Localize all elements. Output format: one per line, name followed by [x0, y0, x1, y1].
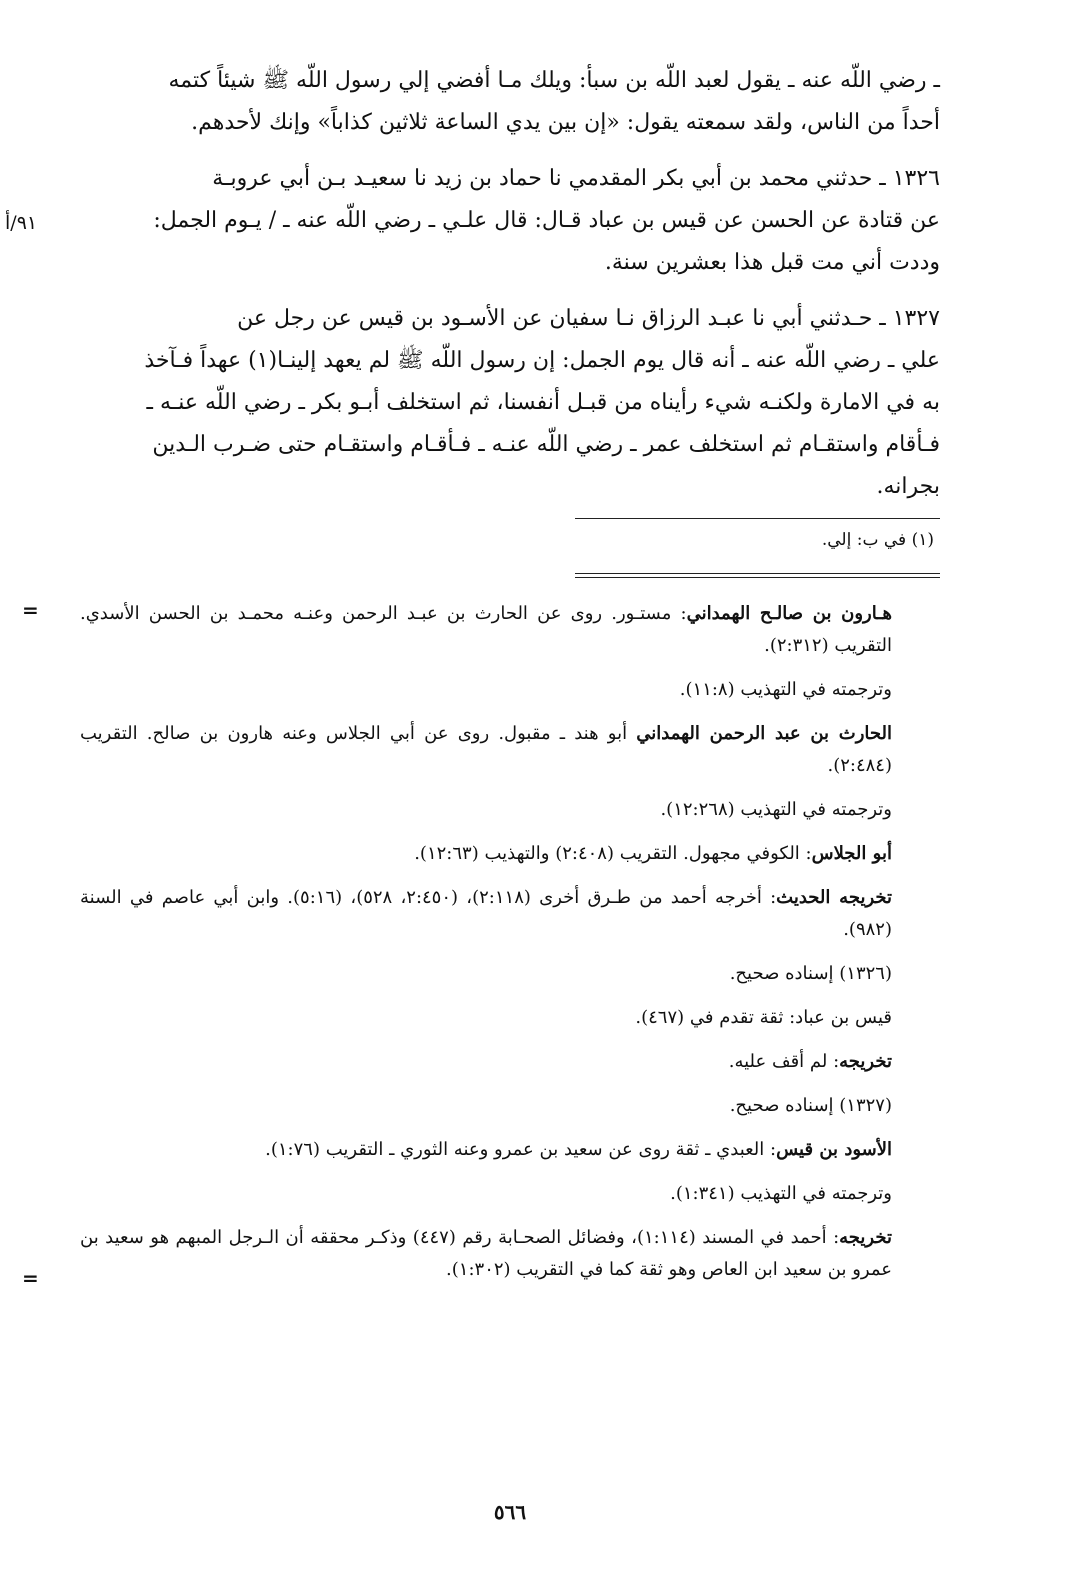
note-heading: تخريجه: [839, 1051, 892, 1072]
note: وترجمته في التهذيب (١٢:٢٦٨).: [660, 799, 892, 820]
page: [5, 60, 940, 1540]
line: به في الامارة ولكنـه شيء رأيناه من قبـل أنفسنا، ثم استخلف أبـو بكر ـ رضي اللّه عنـه ـ: [146, 390, 940, 415]
line: أحداً من الناس، ولقد سمعته يقول: «إن بين يدي الساعة ثلاثين كذاباً» وإنك لأحدهم.: [191, 110, 940, 135]
note-heading: تخريجه: [839, 1227, 892, 1248]
note-text: : الكوفي مجهول. التقريب (٢:٤٠٨) والتهذيب (١٢:٦٣).: [414, 843, 812, 864]
folio-marker: ٩١/أ: [5, 212, 38, 234]
note-text: أبو هند ـ مقبول. روى عن أبي الجلاس وعنه هارون بن صالح. التقريب (٢:٤٨٤).: [80, 723, 892, 776]
note: قيس بن عباد: ثقة تقدم في (٤٦٧).: [635, 1007, 892, 1028]
line: عن قتادة عن الحسن عن قيس بن عباد قـال: قال علـي ـ رضي اللّه عنه ـ / يـوم الجمل:: [153, 208, 940, 233]
note-harith: [80, 718, 940, 782]
line: بجرانه.: [876, 474, 940, 499]
page-number: ٥٦٦: [493, 1500, 527, 1524]
note-heading: تخريجه الحديث: [776, 887, 893, 908]
note-heading: هـارون بن صالـح الهمداني: [686, 603, 892, 624]
note-text: : أخرجه أحمد من طـرق أخرى (٢:١١٨)، (٢:٤٥٠، ٥٢٨)، (٥:١٦). وابن أبي عاصم في السنة (٩٨٢).: [80, 887, 892, 940]
note-heading: الحارث بن عبد الرحمن الهمداني: [636, 723, 892, 744]
paragraph-1: [80, 60, 940, 144]
note-aswad: [80, 1134, 940, 1166]
footnote-divider: [575, 518, 940, 519]
note-text: : مستـور. روى عن الحارث بن عبـد الرحمن وعنـه محمـد بن الحسن الأسدي. التقريب (٢:٣١٢).: [80, 603, 892, 656]
note: وترجمته في التهذيب (١١:٨).: [679, 679, 892, 700]
note-text: : لم أقف عليه.: [728, 1051, 840, 1072]
note-takhrij: [22, 1222, 940, 1290]
paragraph-1326: [5, 158, 940, 284]
main-text: [5, 60, 940, 508]
note-abu-jallas: [80, 838, 940, 870]
paragraph-1327: [80, 298, 940, 508]
note-heading: أبو الجلاس: [811, 843, 892, 864]
line: وددت أني مت قبل هذا بعشرين سنة.: [604, 250, 940, 275]
commentary: [22, 598, 940, 1290]
note: (١٣٢٦) إسناده صحيح.: [729, 963, 892, 984]
commentary-divider: [575, 573, 940, 578]
note-takhrij: [80, 1046, 940, 1078]
line: ١٣٢٦ ـ حدثني محمد بن أبي بكر المقدمي نا حماد بن زيد نا سعيـد بـن أبي عروبـة: [212, 166, 940, 191]
line: علي ـ رضي اللّه عنه ـ أنه قال يوم الجمل: إن رسول اللّه ﷺ لم يعهد إلينـا(١) عهداً فـآخذ: [144, 348, 940, 373]
note-text: : العبدي ـ ثقة روى عن سعيد بن عمرو وعنه الثوري ـ التقريب (١:٧٦).: [265, 1139, 777, 1160]
note-harun: [80, 598, 940, 662]
note-text: : أحمد في المسند (١:١١٤)، وفضائل الصحـابة رقم (٤٤٧) وذكـر محققه أن الـرجل المبهم هو سعيد بن عمرو بن سعيد ابن العاص وهو ثقة كما في التقريب (١:٣٠٢).: [80, 1227, 892, 1280]
line: فـأقام واستقـام ثم استخلف عمر ـ رضي اللّه عنـه ـ فـأقـام واستقـام حتى ضـرب الـدين: [152, 432, 940, 457]
line: ـ رضي اللّه عنه ـ يقول لعبد اللّه بن سبأ: ويلك مـا أفضي إلي رسول اللّه ﷺ شيئاً كتمه: [168, 68, 940, 93]
note-takhrij: [80, 882, 940, 946]
continuation-mark-bottom: =: [22, 1266, 39, 1290]
note-heading: الأسود بن قيس: [776, 1139, 892, 1160]
footnote: (١) في ب: إلي.: [821, 530, 934, 550]
note: وترجمته في التهذيب (١:٣٤١).: [670, 1183, 892, 1204]
continuation-mark-top: =: [22, 598, 39, 622]
note: (١٣٢٧) إسناده صحيح.: [729, 1095, 892, 1116]
line: ١٣٢٧ ـ حـدثني أبي نا عبـد الرزاق نـا سفيان عن الأسـود بن قيس عن رجل عن: [237, 306, 940, 331]
